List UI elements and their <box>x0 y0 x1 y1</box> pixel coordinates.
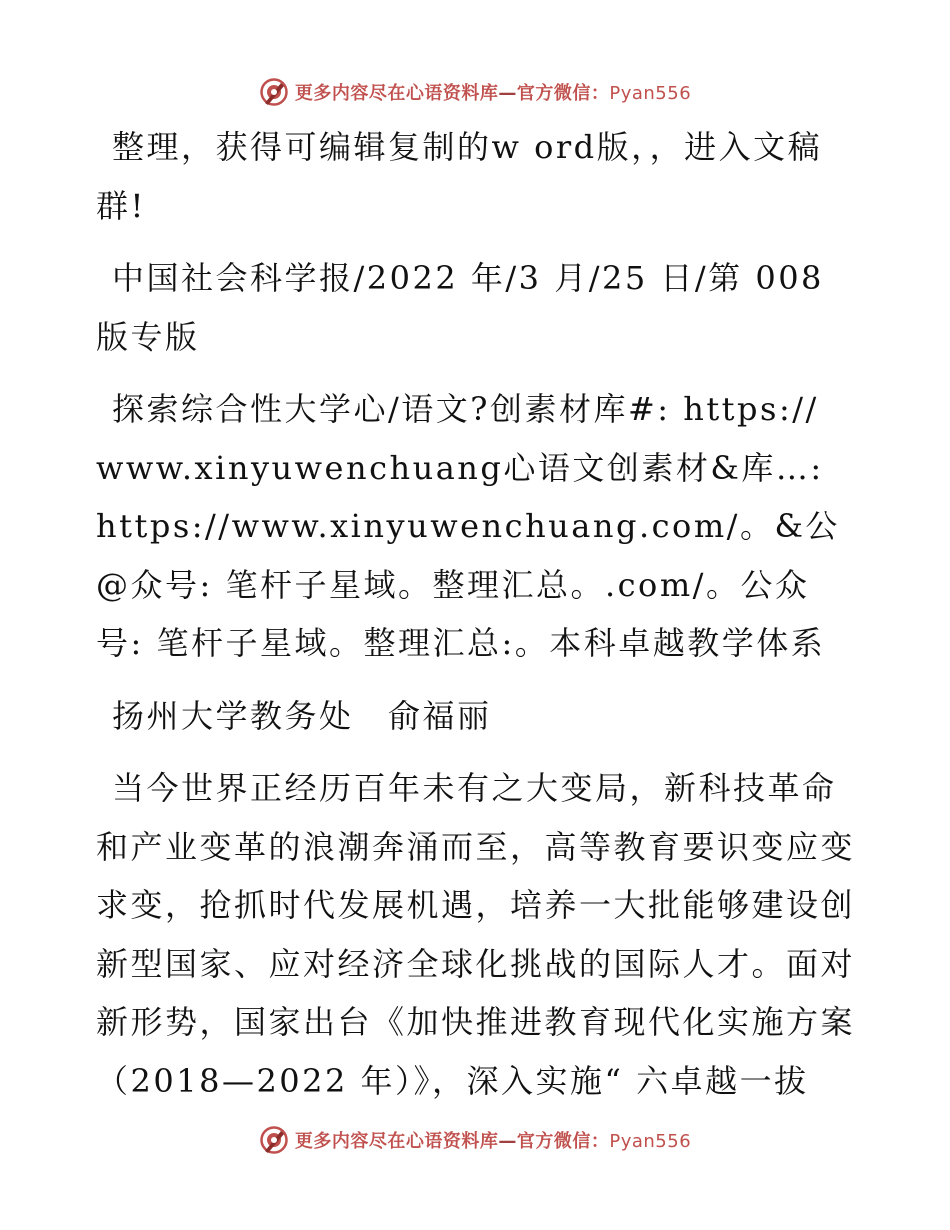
watermark-text <box>295 79 691 105</box>
watermark-label: 官方微信： <box>516 83 610 104</box>
watermark-label: 官方微信： <box>516 1131 610 1152</box>
watermark-separator: — <box>498 83 517 104</box>
watermark-main-text: 更多内容尽在心语资料库 <box>294 83 499 104</box>
document-body <box>96 118 856 1124</box>
paragraph-author: 扬州大学教务处 俞福丽 <box>112 696 492 735</box>
quill-seal-logo-icon <box>259 1125 289 1155</box>
paragraph-body: 当今世界正经历百年未有之大变局，新科技革命和产业变革的浪潮奔涌而至，高等教育要识变应变求变，抢抓时代发展机遇，培养一大批能够建设创新型国家、应对经济全球化挑战的国际人才。面对新形势，国家出台《加快推进教育现代化实施方案（2018—2022 年）》，深入实施“ 六卓越一拔 <box>96 769 856 1100</box>
watermark-main-text: 更多内容尽在心语资料库 <box>294 1131 499 1152</box>
paragraph-intro: 整理，获得可编辑复制的w ord版，，进入文稿群! <box>96 128 823 225</box>
watermark-text <box>295 1127 691 1153</box>
watermark-separator: — <box>498 1131 517 1152</box>
header-watermark <box>0 72 950 112</box>
paragraph-source: 中国社会科学报/2022 年/3 月/25 日/第 008 版专版 <box>96 259 824 356</box>
paragraph-title: 探索综合性大学心/语文?创素材库#: https:// www.xinyuwenchuang心语文创素材&库…: https://www.xinyuwenchuang.com/。&公@众号: 笔杆子星域。整理汇总。.com/。公众号: 笔杆子星域。整理汇总:。本科卓越教学体系 <box>96 390 840 662</box>
quill-seal-logo-icon <box>259 77 289 107</box>
watermark-wechat-id: Pyan556 <box>609 83 692 104</box>
footer-watermark <box>0 1120 950 1160</box>
watermark-wechat-id: Pyan556 <box>609 1131 692 1152</box>
